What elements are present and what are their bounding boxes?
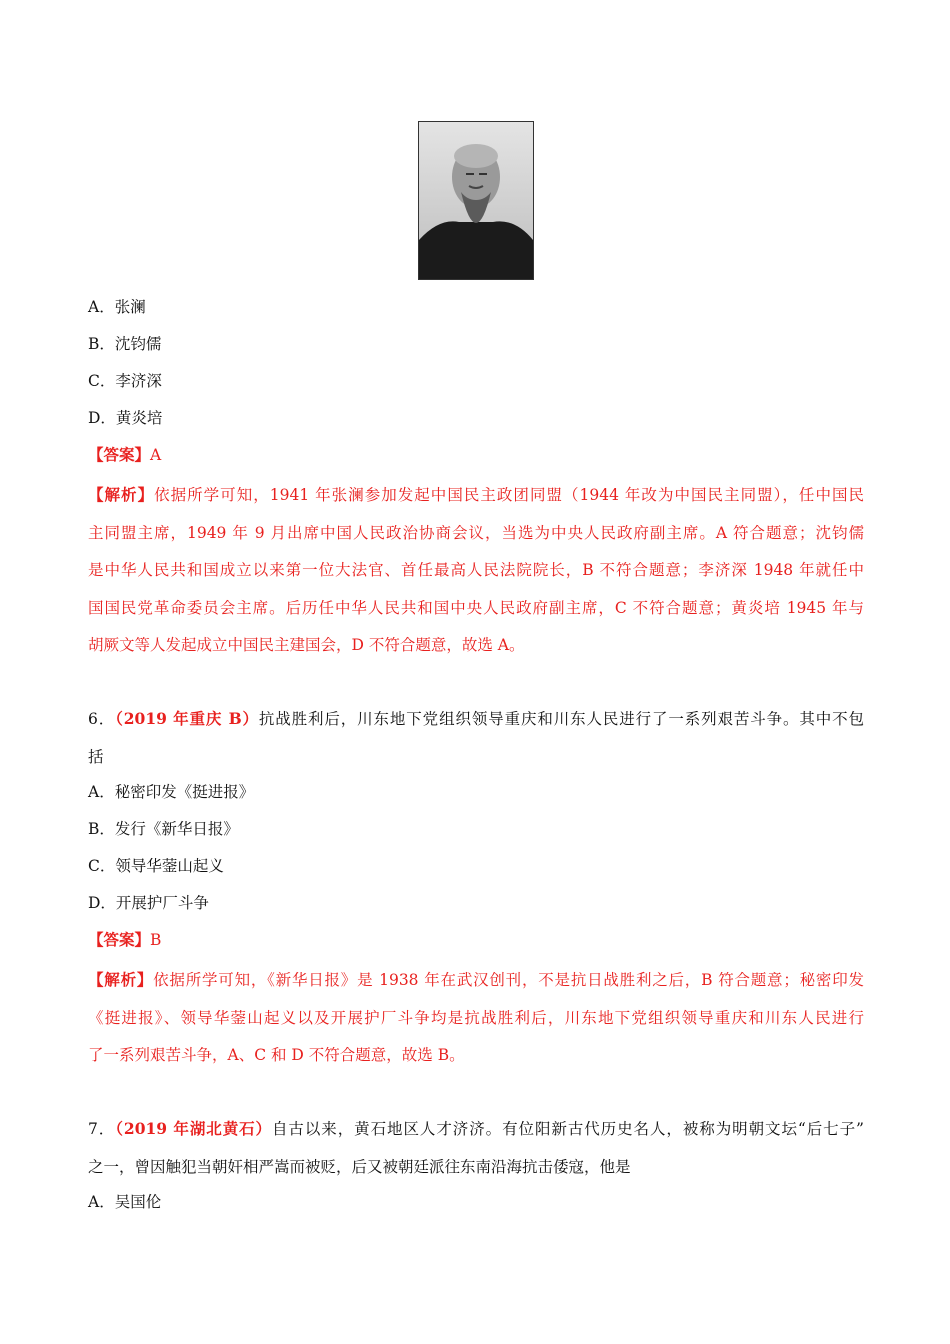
q7-stem-line: 之一，曾因触犯当朝奸相严嵩而被贬，后又被朝廷派往东南沿海抗击倭寇，他是	[88, 1157, 631, 1176]
q6-stem	[88, 700, 864, 776]
q7-number: 7．	[88, 1120, 116, 1138]
q6-source: （2019 年重庆 B）	[115, 709, 259, 728]
portrait-photo	[418, 121, 534, 280]
q5-answer-value: A	[150, 446, 162, 464]
q6-option-a: A．秘密印发《挺进报》	[88, 783, 255, 801]
q6-analysis-label: 【解析】	[88, 970, 154, 989]
q6-option-d: D．开展护厂斗争	[88, 894, 209, 912]
q6-analysis-line: 《挺进报》、领导华蓥山起义以及开展护厂斗争均是抗战胜利后，川东地下党组织领导重庆和川东人民进行	[88, 1008, 864, 1027]
q7-stem-line: 7．（2019 年湖北黄石）自古以来，黄石地区人才济济。有位阳新古代历史名人，被称为明朝文坛“后七子”	[88, 1119, 864, 1138]
q5-analysis-label: 【解析】	[88, 485, 155, 504]
q6-analysis-line: 了一系列艰苦斗争，A、C 和 D 不符合题意，故选 B。	[88, 1046, 465, 1064]
q7-option-a: A．吴国伦	[88, 1193, 162, 1211]
q7-source: （2019 年湖北黄石）	[115, 1119, 272, 1138]
q6-answer-value: B	[150, 931, 162, 949]
q5-option-a: A．张澜	[88, 298, 146, 316]
q5-analysis-line: 是中华人民共和国成立以来第一位大法官、首任最高人民法院院长，B 不符合题意；李济深 1948 年就任中	[88, 561, 864, 579]
q6-analysis	[88, 961, 864, 1075]
q6-answer-label: 【答案】	[88, 930, 151, 949]
q6-answer	[88, 929, 161, 951]
q6-option-b: B．发行《新华日报》	[88, 820, 239, 838]
q5-answer-label: 【答案】	[88, 445, 151, 464]
q6-number: 6．	[88, 710, 116, 728]
q5-option-d: D．黄炎培	[88, 409, 163, 427]
q5-option-c: C．李济深	[88, 372, 162, 390]
q5-analysis-line: 国国民党革命委员会主席。后历任中华人民共和国中央人民政府副主席，C 不符合题意；黄炎培 1945 年与	[88, 598, 864, 617]
q5-analysis	[88, 476, 864, 665]
q6-stem-line: 6．（2019 年重庆 B）抗战胜利后，川东地下党组织领导重庆和川东人民进行了一系列艰苦斗争。其中不包	[88, 709, 864, 728]
q7-stem	[88, 1110, 864, 1186]
q5-answer	[88, 444, 161, 466]
portrait-image	[419, 122, 533, 279]
q6-stem-line: 括	[88, 747, 104, 766]
q5-analysis-line: 主同盟主席，1949 年 9 月出席中国人民政治协商会议，当选为中央人民政府副主席。A 符合题意；沈钧儒	[88, 523, 864, 542]
q5-analysis-line: 【解析】依据所学可知，1941 年张澜参加发起中国民主政团同盟（1944 年改为中国民主同盟），任中国民	[88, 485, 864, 504]
q6-option-c: C．领导华蓥山起义	[88, 857, 224, 875]
q5-analysis-line: 胡厥文等人发起成立中国民主建国会，D 不符合题意，故选 A。	[88, 636, 525, 654]
q6-analysis-line: 【解析】依据所学可知，《新华日报》是 1938 年在武汉创刊，不是抗日战胜利之后，B 符合题意；秘密印发	[88, 970, 864, 989]
q5-option-b: B．沈钧儒	[88, 335, 162, 353]
